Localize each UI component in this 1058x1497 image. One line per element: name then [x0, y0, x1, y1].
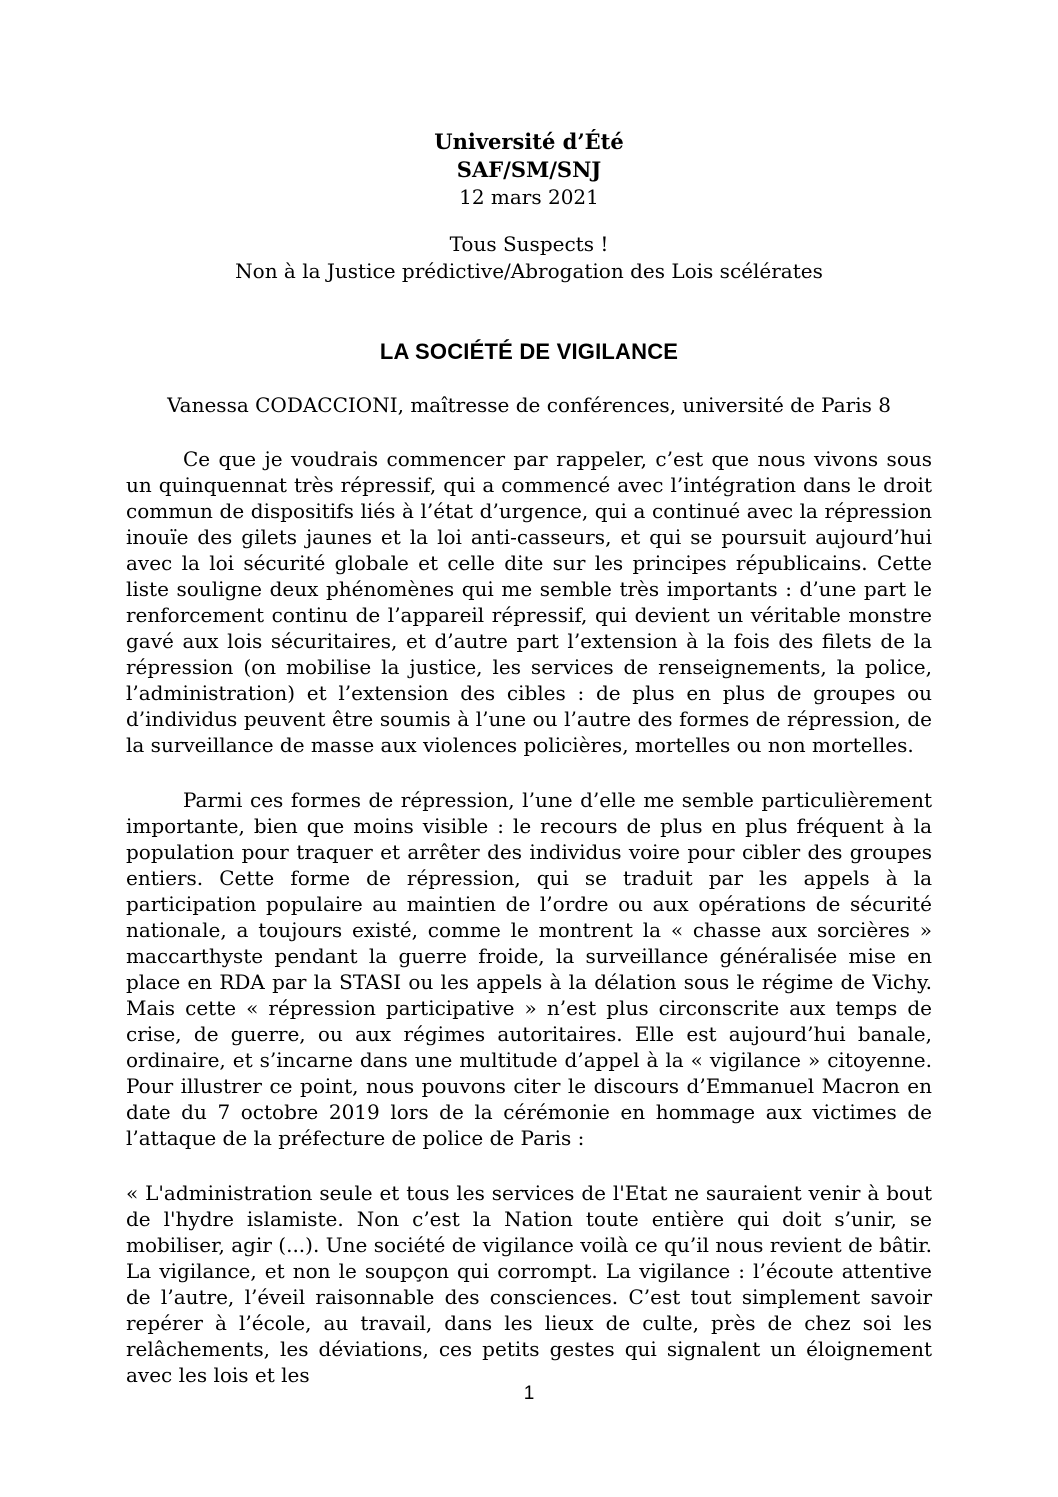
paragraph-1: Ce que je voudrais commencer par rappeler, c’est que nous vivons sous un quinquennat très répressif, qui a commencé avec l’intégration dans le droit commun de dispositifs liés à l’état d’urgence, qui a continué avec la répression inouïe des gilets jaunes et la loi anti-casseurs, et qui se poursuit aujourd’hui avec la loi sécurité globale et celle dite sur les principes républicains. Cette liste souligne deux phénomènes qui me semble très importants : d’une part le renforcement continu de l’appareil répressif, qui devient un véritable monstre gavé aux lois sécuritaires, et d’autre part l’extension à la fois des filets de la répression (on mobilise la justice, les services de renseignements, la police, l’administration) et l’extension des cibles : de plus en plus de groupes ou d’individus peuvent être soumis à l’une ou l’autre des formes de répression, de la surveillance de masse aux violences policières, mortelles ou non mortelles.: [126, 447, 932, 757]
event-title: Tous Suspects !: [449, 232, 609, 256]
org-acronyms: SAF/SM/SNJ: [456, 157, 602, 182]
paragraph-quote: « L'administration seule et tous les services de l'Etat ne sauraient venir à bout de l'hydre islamiste. Non c’est la Nation toute entière qui doit s’unir, se mobiliser, agir (...). Une société de vigilance voilà ce qu’il nous revient de bâtir. La vigilance, et non le soupçon qui corrompt. La vigilance : l’écoute attentive de l’autre, l’éveil raisonnable des consciences. C’est tout simplement savoir repérer à l’école, au travail, dans les lieux de culte, près de chez soi les relâchements, les déviations, ces petits gestes qui signalent un éloignement avec les lois et les: [126, 1181, 932, 1387]
document-date: 12 mars 2021: [459, 185, 599, 209]
event-block: [126, 231, 932, 285]
author-line: Vanessa CODACCIONI, maîtresse de conférences, université de Paris 8: [167, 393, 891, 417]
org-name: Université d’Été: [434, 129, 624, 154]
document-body: [126, 446, 932, 1388]
page-number: 1: [523, 1383, 535, 1404]
event-subtitle: Non à la Justice prédictive/Abrogation des Lois scélérates: [235, 259, 823, 283]
section-title: LA SOCIÉTÉ DE VIGILANCE: [379, 339, 679, 364]
paragraph-2: Parmi ces formes de répression, l’une d’elle me semble particulièrement importante, bien que moins visible : le recours de plus en plus fréquent à la population pour traquer et arrêter des individus voire pour cibler des groupes entiers. Cette forme de répression, qui se traduit par les appels à la participation populaire au maintien de l’ordre ou aux opérations de sécurité nationale, a toujours existé, comme le montrent la « chasse aux sorcières » maccarthyste pendant la guerre froide, la surveillance généralisée mise en place en RDA par la STASI ou les appels à la délation sous le régime de Vichy. Mais cette « répression participative » n’est plus circonscrite aux temps de crise, de guerre, ou aux régimes autoritaires. Elle est aujourd’hui banale, ordinaire, et s’incarne dans une multitude d’appel à la « vigilance » citoyenne. Pour illustrer ce point, nous pouvons citer le discours d’Emmanuel Macron en date du 7 octobre 2019 lors de la cérémonie en hommage aux victimes de l’attaque de la préfecture de police de Paris :: [126, 788, 932, 1150]
document-header: [126, 128, 932, 211]
